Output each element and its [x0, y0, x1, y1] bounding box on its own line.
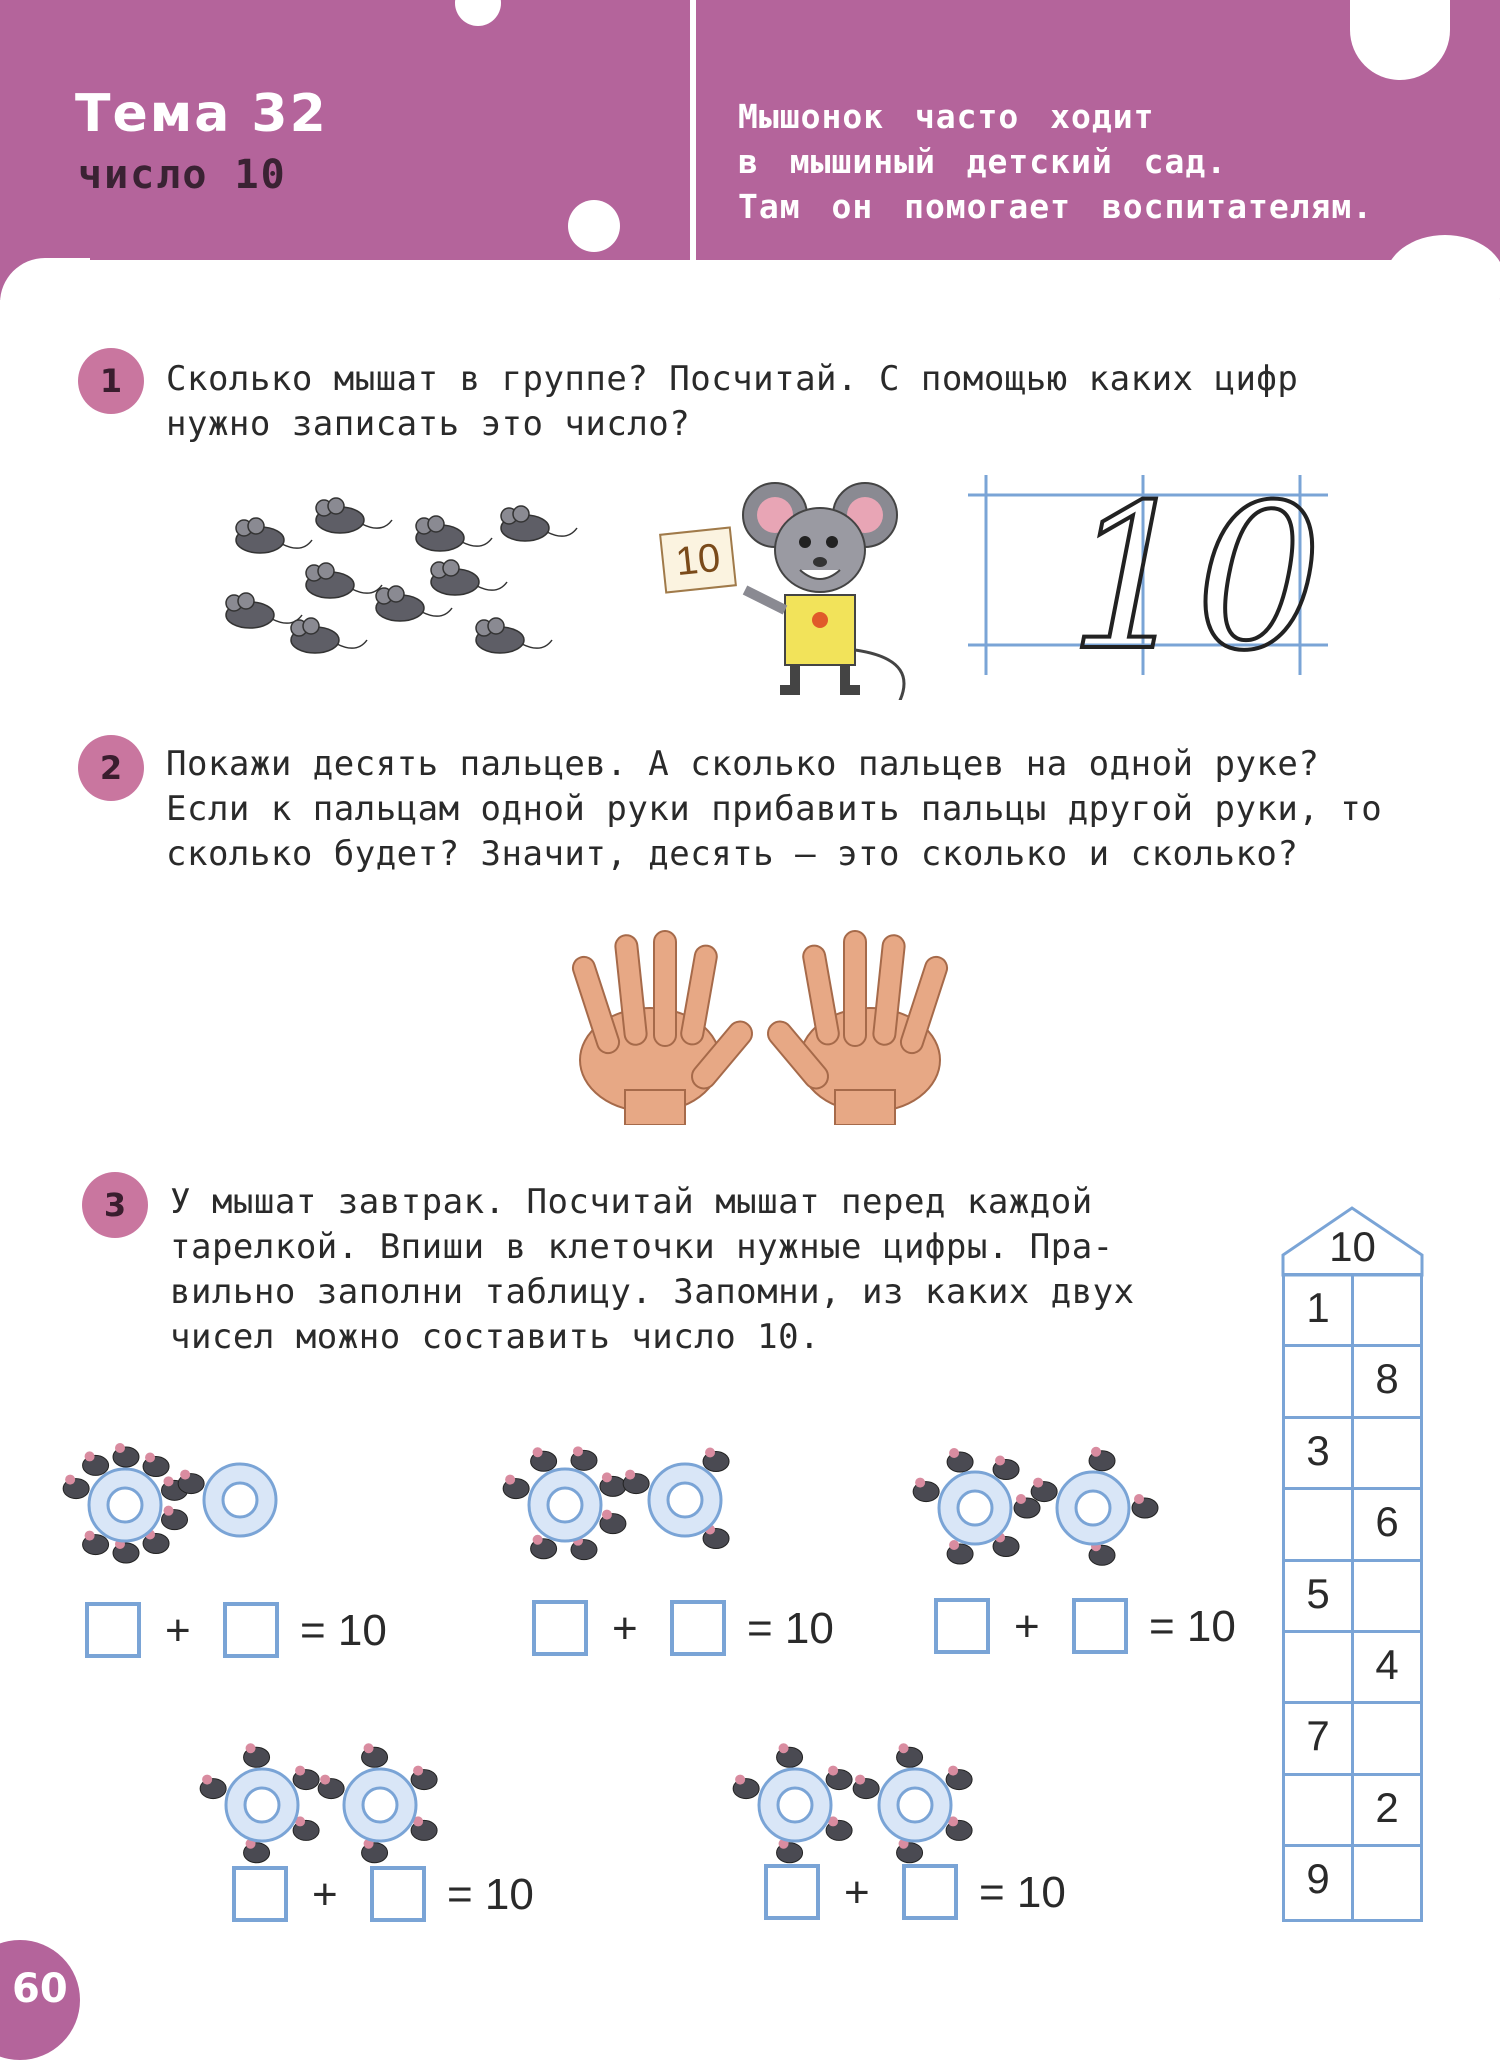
plate-with-mice [63, 1443, 187, 1563]
topic-title: Тема 32 [75, 84, 328, 144]
house-cell[interactable]: 6 [1375, 1498, 1399, 1546]
house-row [1285, 1776, 1420, 1847]
decorative-dot [568, 200, 620, 252]
task-line: У мышат завтрак. Посчитай мышат перед каждой [170, 1182, 1093, 1222]
mouse-ear [1091, 1447, 1101, 1457]
mouse-icon [113, 1447, 139, 1467]
page-number-badge [0, 1940, 80, 2060]
mouse-ear [705, 1447, 715, 1457]
mouse-ear [915, 1478, 925, 1488]
task-line: Сколько мышат в группе? Посчитай. С помощью каких цифр [166, 359, 1299, 399]
task-number-badge: 1 [78, 348, 144, 414]
plate-with-mice [178, 1464, 276, 1536]
task-line: сколько будет? Значит, десять – это сколько и сколько? [166, 834, 1299, 874]
plate-icon [204, 1464, 276, 1536]
mouse-icon [571, 1540, 597, 1560]
mouse-ear [899, 1839, 909, 1849]
mouse-ear [735, 1775, 745, 1785]
mouse-icon [600, 1514, 626, 1534]
equals-ten: = 10 [1149, 1602, 1236, 1651]
house-cell[interactable]: 5 [1306, 1569, 1330, 1617]
mouse-ear [949, 1448, 959, 1458]
plate-icon [759, 1769, 831, 1841]
mouse-icon [993, 1537, 1019, 1557]
mouse-icon [947, 1544, 973, 1564]
task-line: чисел можно составить число 10. [170, 1317, 821, 1357]
mouse-ear [85, 1531, 95, 1541]
mouse-ear [295, 1816, 305, 1826]
page-number: 60 [12, 1966, 68, 2012]
mouse-icon [162, 1480, 188, 1500]
mouse-ear [1033, 1478, 1043, 1488]
plate-center [363, 1788, 397, 1822]
answer-box[interactable] [902, 1864, 958, 1920]
mouse-ear [899, 1743, 909, 1753]
house-row [1285, 1633, 1420, 1704]
house-row [1285, 1276, 1420, 1347]
mouse-ear [164, 1476, 174, 1486]
house-cell[interactable]: 9 [1306, 1855, 1330, 1903]
equation [532, 1600, 852, 1664]
plate-center [548, 1488, 582, 1522]
mouse-ear [364, 1839, 374, 1849]
plate-icon [89, 1469, 161, 1541]
mouse-icon [411, 1820, 437, 1840]
mouse-icon [947, 1452, 973, 1472]
story-line: в мышиный детский сад. [738, 142, 1228, 181]
plate-center [898, 1788, 932, 1822]
mouse-ear [202, 1775, 212, 1785]
story-line: Мышонок часто ходит [738, 97, 1155, 136]
header-curve [0, 260, 1500, 300]
plate-with-mice [200, 1743, 319, 1862]
answer-box[interactable] [232, 1866, 288, 1922]
mouse-icon [777, 1843, 803, 1863]
equation [85, 1602, 405, 1666]
mouse-ear [115, 1443, 125, 1453]
mouse-ear [1016, 1494, 1026, 1504]
mouse-icon [946, 1820, 972, 1840]
mouse-icon [1031, 1482, 1057, 1502]
plate-with-mice [623, 1447, 729, 1548]
house-cell[interactable]: 2 [1375, 1783, 1399, 1831]
mouse-icon [178, 1474, 204, 1494]
plate-with-mice [1031, 1447, 1158, 1566]
plus-sign: + [312, 1870, 338, 1919]
mouse-icon [293, 1820, 319, 1840]
mouse-icon [733, 1779, 759, 1799]
mouse-ear [625, 1470, 635, 1480]
mouse-icon [897, 1747, 923, 1767]
mouse-icon [826, 1770, 852, 1790]
mouse-icon [853, 1779, 879, 1799]
house-grid [1282, 1273, 1423, 1922]
mouse-ear [533, 1447, 543, 1457]
mouse-icon [1014, 1498, 1040, 1518]
mouse-icon [293, 1770, 319, 1790]
equals-ten: = 10 [447, 1870, 534, 1919]
mouse-icon [83, 1535, 109, 1555]
answer-box[interactable] [532, 1600, 588, 1656]
mouse-ear [413, 1816, 423, 1826]
mouse-ear [573, 1536, 583, 1546]
mouse-icon [503, 1479, 529, 1499]
mouse-ear [85, 1451, 95, 1461]
hands-illustration [540, 925, 980, 1125]
mouse-icon [571, 1450, 597, 1470]
task-number-badge: 2 [78, 735, 144, 801]
mouse-ear [533, 1535, 543, 1545]
plate-center [1076, 1491, 1110, 1525]
mouse-with-card-illustration [660, 470, 920, 700]
house-cell[interactable]: 8 [1375, 1355, 1399, 1403]
mouse-icon [623, 1474, 649, 1494]
mouse-icon [244, 1843, 270, 1863]
mouse-ear [828, 1766, 838, 1776]
answer-box[interactable] [370, 1866, 426, 1922]
answer-box[interactable] [223, 1602, 279, 1658]
house-cell[interactable]: 1 [1306, 1284, 1330, 1331]
mouse-ear [995, 1455, 1005, 1465]
house-row [1285, 1347, 1420, 1418]
story-line: Там он помогает воспитателям. [738, 187, 1374, 226]
mouse-ear [948, 1766, 958, 1776]
plate-center [223, 1483, 257, 1517]
mouse-icon [703, 1529, 729, 1549]
number-card: 10 [659, 526, 737, 593]
house-cell[interactable]: 4 [1375, 1640, 1399, 1688]
mouse-icon [362, 1747, 388, 1767]
mouse-ear [65, 1475, 75, 1485]
right-hand-icon [763, 931, 950, 1125]
decorative-dot [1350, 0, 1450, 80]
mouse-ear [246, 1743, 256, 1753]
mouse-ear [320, 1775, 330, 1785]
left-hand-icon [570, 931, 757, 1125]
mouse-ear [602, 1472, 612, 1482]
house-row [1285, 1562, 1420, 1633]
mouse-icon [1132, 1498, 1158, 1518]
page-header [0, 0, 1500, 300]
mouse-ear [855, 1775, 865, 1785]
story-text [738, 94, 1373, 229]
mouse-icon [1089, 1545, 1115, 1565]
task-line: тарелкой. Впиши в клеточки нужные цифры. Пра- [170, 1227, 1114, 1267]
house-row [1285, 1704, 1420, 1775]
task1-text [166, 357, 1298, 447]
plate-with-mice [913, 1448, 1040, 1564]
answer-box[interactable] [670, 1600, 726, 1656]
equals-ten: = 10 [979, 1868, 1066, 1917]
answer-box[interactable] [764, 1864, 820, 1920]
plate-with-mice [853, 1743, 972, 1862]
plate-icon [344, 1769, 416, 1841]
mouse-icon [777, 1747, 803, 1767]
house-cell[interactable]: 7 [1306, 1712, 1330, 1760]
plate-center [245, 1788, 279, 1822]
mouse-icon [531, 1539, 557, 1559]
mouse-icon [63, 1479, 89, 1499]
mouse-ear [115, 1539, 125, 1549]
mouse-ear [164, 1506, 174, 1516]
plate-icon [939, 1472, 1011, 1544]
answer-box[interactable] [1072, 1598, 1128, 1654]
answer-box[interactable] [934, 1598, 990, 1654]
plate-icon [529, 1469, 601, 1541]
mouse-ear [949, 1540, 959, 1550]
plate-center [958, 1491, 992, 1525]
mouse-ear [413, 1766, 423, 1776]
plate-icon [879, 1769, 951, 1841]
topic-subtitle: число 10 [78, 152, 287, 198]
equation [232, 1866, 552, 1930]
mouse-ear [1091, 1541, 1101, 1551]
mouse-icon [600, 1476, 626, 1496]
plate-icon [1057, 1472, 1129, 1544]
mouse-icon [993, 1459, 1019, 1479]
mouse-ear [246, 1839, 256, 1849]
mice-group-illustration [200, 490, 580, 680]
plate-icon [226, 1769, 298, 1841]
plate-center [778, 1788, 812, 1822]
decorative-dot [455, 0, 501, 26]
mouse-icon [703, 1451, 729, 1471]
mouse-icon [946, 1770, 972, 1790]
copybook-grid [968, 475, 1328, 675]
mouse-icon [143, 1456, 169, 1476]
mouse-icon [826, 1820, 852, 1840]
plate-center [668, 1483, 702, 1517]
mouse-ear [364, 1743, 374, 1753]
mouse-ear [779, 1743, 789, 1753]
mouse-icon [913, 1482, 939, 1502]
mouse-ear [995, 1533, 1005, 1543]
house-roof-number: 10 [1329, 1223, 1376, 1270]
header-divider [690, 0, 696, 300]
answer-box[interactable] [85, 1602, 141, 1658]
task-number-badge: 3 [82, 1172, 148, 1238]
task-line: Покажи десять пальцев. А сколько пальцев на одной руке? [166, 744, 1320, 784]
plus-sign: + [165, 1606, 191, 1655]
house-row [1285, 1847, 1420, 1918]
equation [934, 1598, 1254, 1662]
mouse-ear [505, 1475, 515, 1485]
mouse-ear [573, 1446, 583, 1456]
mouse-icon [83, 1455, 109, 1475]
task2-text [166, 742, 1382, 877]
mouse-ear [602, 1510, 612, 1520]
mouse-ear [779, 1839, 789, 1849]
mouse-icon [897, 1843, 923, 1863]
equals-ten: = 10 [300, 1606, 387, 1655]
mouse-icon [162, 1510, 188, 1530]
plate-with-mice [733, 1743, 852, 1862]
mouse-icon [318, 1779, 344, 1799]
task-line: нужно записать это число? [166, 404, 691, 444]
mouse-icon [531, 1451, 557, 1471]
plus-sign: + [1014, 1602, 1040, 1651]
house-row [1285, 1419, 1420, 1490]
mouse-icon [411, 1770, 437, 1790]
equation [764, 1864, 1084, 1928]
mouse-ear [295, 1766, 305, 1776]
mouse-ear [948, 1816, 958, 1826]
task3-text [170, 1180, 1135, 1360]
mouse-icon [244, 1747, 270, 1767]
mouse-ear [705, 1525, 715, 1535]
mouse-ear [180, 1470, 190, 1480]
equals-ten: = 10 [747, 1604, 834, 1653]
mouse-ear [145, 1530, 155, 1540]
plate-with-mice [318, 1743, 437, 1862]
mouse-icon [362, 1843, 388, 1863]
mouse-icon [200, 1779, 226, 1799]
mouse-ear [145, 1452, 155, 1462]
plus-sign: + [844, 1868, 870, 1917]
task-line: Если к пальцам одной руки прибавить пальцы другой руки, то [166, 789, 1383, 829]
plus-sign: + [612, 1604, 638, 1653]
house-row [1285, 1490, 1420, 1561]
mouse-icon [143, 1534, 169, 1554]
plate-center [108, 1488, 142, 1522]
mouse-ear [1134, 1494, 1144, 1504]
mouse-icon [1089, 1451, 1115, 1471]
plate-icon [649, 1464, 721, 1536]
task-line: вильно заполни таблицу. Запомни, из каких двух [170, 1272, 1135, 1312]
mouse-icon [113, 1543, 139, 1563]
mouse-ear [828, 1816, 838, 1826]
house-cell[interactable]: 3 [1306, 1426, 1330, 1474]
copybook-digits: 10 [1068, 475, 1323, 675]
plate-with-mice [503, 1446, 626, 1559]
